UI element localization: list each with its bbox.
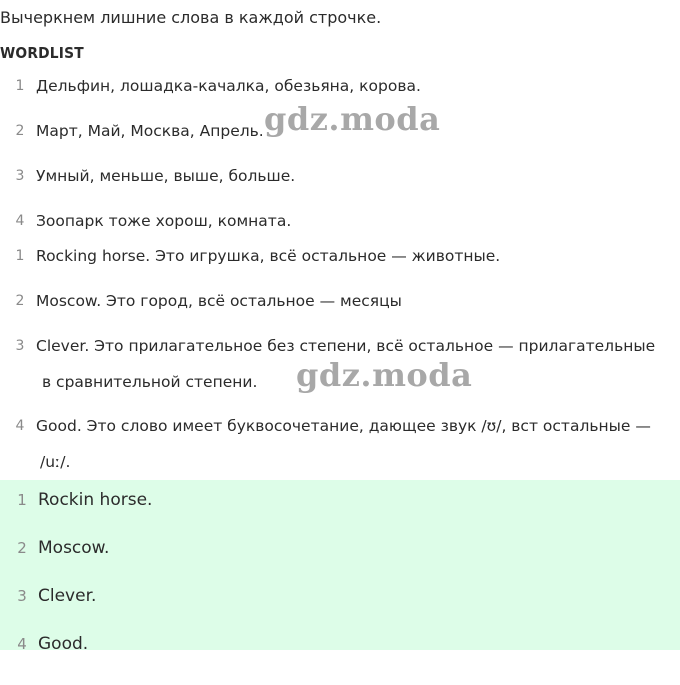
item-number: 2: [17, 539, 27, 557]
item-number: 1: [15, 248, 25, 264]
item-text: Март, Май, Москва, Апрель.: [36, 122, 264, 140]
item-text: Умный, меньше, выше, больше.: [36, 167, 296, 185]
item-text-continuation: /uː/.: [40, 453, 71, 471]
item-text-line: Good. Это слово имеет буквосочетание, дающее звук /ʊ/, вст остальные —: [36, 417, 651, 435]
item-text: Дельфин, лошадка-качалка, обезьяна, корова.: [36, 77, 421, 95]
item-number: 3: [15, 338, 25, 354]
item-number: 1: [17, 491, 27, 509]
item-text-line: Clever. Это прилагательное без степени, всё остальное — прилагательные: [36, 337, 656, 355]
intro-text: Вычеркнем лишние слова в каждой строчке.: [0, 8, 382, 27]
item-number: 2: [15, 293, 25, 309]
item-number: 3: [17, 587, 27, 605]
answer-text: Moscow.: [38, 538, 110, 558]
item-number: 2: [15, 123, 25, 139]
item-text: Rocking horse. Это игрушка, всё остальное — животные.: [36, 247, 501, 265]
answers-panel: [0, 480, 680, 654]
item-text: Moscow. Это город, всё остальное — месяцы: [36, 292, 402, 310]
answer-text: Clever.: [38, 586, 97, 606]
item-number: 4: [15, 418, 25, 434]
item-text: [36, 408, 676, 480]
section-heading: WORDLIST: [0, 44, 84, 62]
item-number: 3: [15, 168, 25, 184]
item-text-continuation: в сравнительной степени.: [42, 373, 258, 391]
watermark-logo: gdz.moda: [296, 356, 473, 394]
watermark-logo: gdz.moda: [264, 100, 441, 138]
answer-text: Rockin horse.: [38, 490, 153, 510]
item-number: 1: [15, 78, 25, 94]
answer-text: Good.: [38, 634, 89, 654]
item-number: 4: [17, 635, 27, 653]
item-text: Зоопарк тоже хорош, комната.: [36, 212, 292, 230]
item-number: 4: [15, 213, 25, 229]
